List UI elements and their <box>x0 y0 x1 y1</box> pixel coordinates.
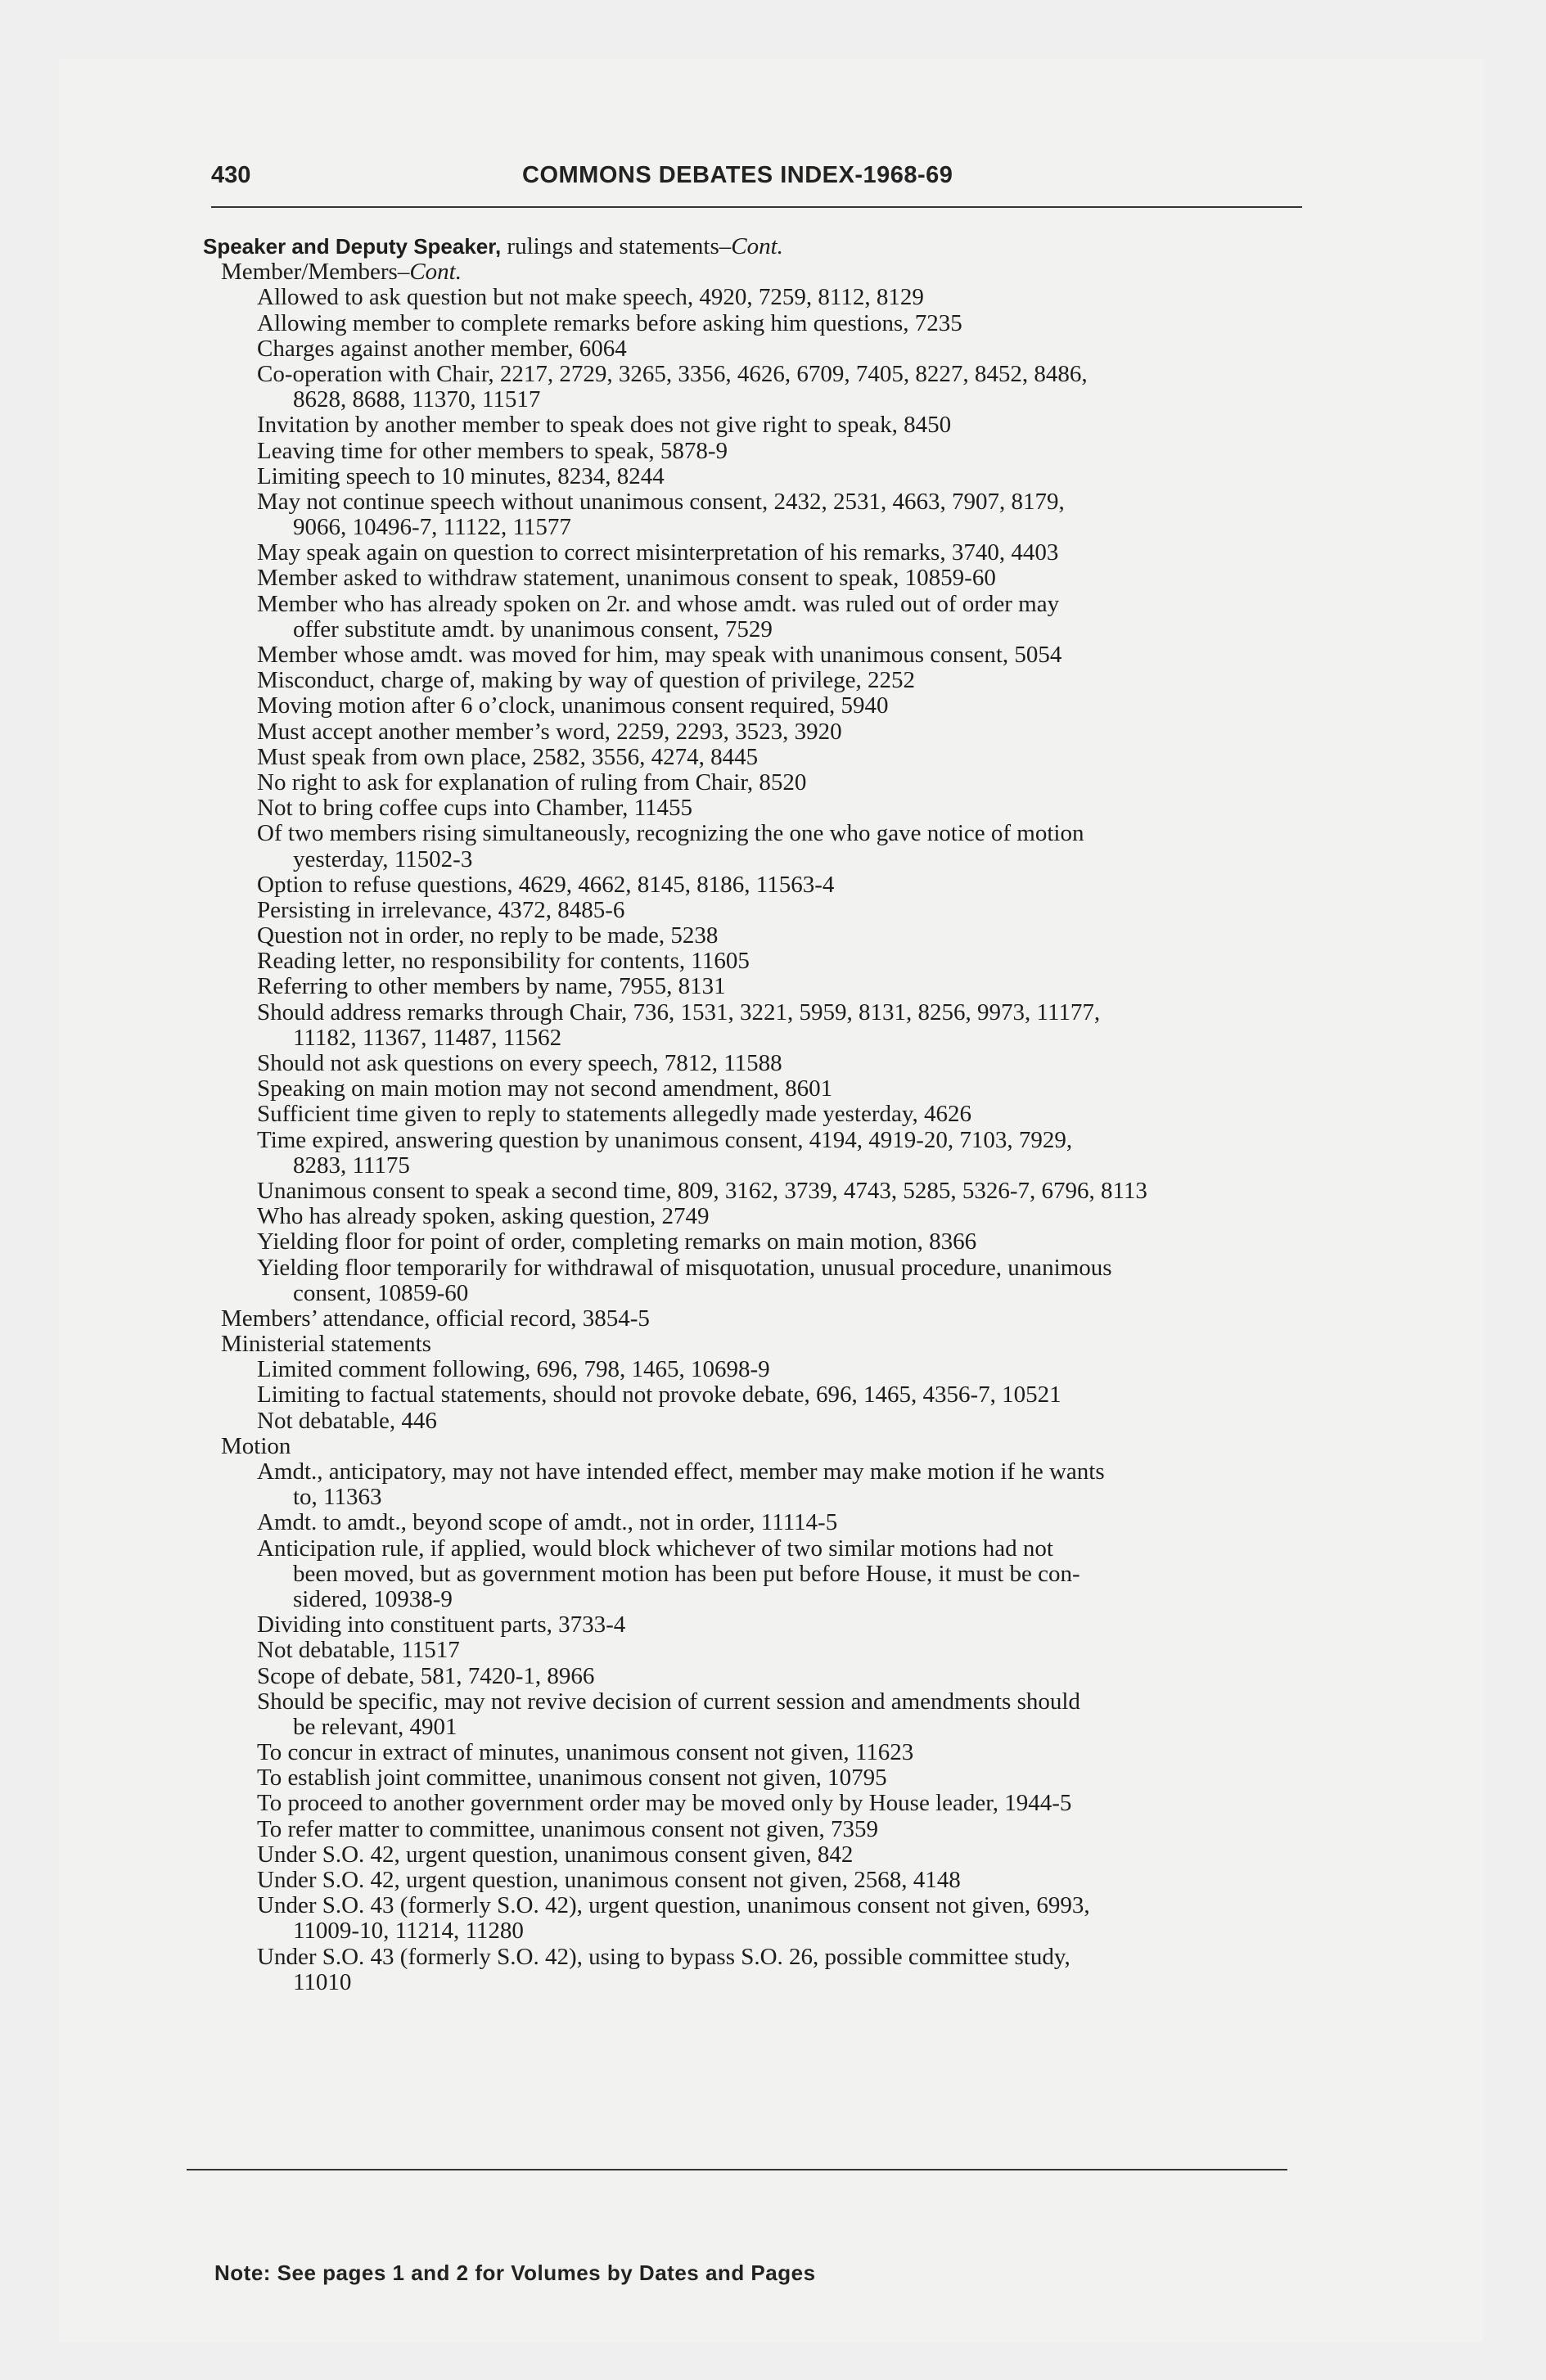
index-entry: Ministerial statements <box>221 1331 431 1358</box>
section-heading-cont: Cont. <box>731 233 783 259</box>
index-entry: To establish joint committee, unanimous consent not given, 10795 <box>257 1765 887 1792</box>
section-heading <box>203 234 1316 259</box>
index-entry: Members’ attendance, official record, 3854-5 <box>221 1305 650 1332</box>
index-entry: Under S.O. 42, urgent question, unanimous consent not given, 2568, 4148 <box>257 1867 961 1893</box>
footer-rule <box>187 2169 1287 2170</box>
index-entry: Under S.O. 42, urgent question, unanimous consent given, 842 <box>257 1841 854 1868</box>
index-body <box>203 234 1316 1995</box>
index-entry: Under S.O. 43 (formerly S.O. 42), using to bypass S.O. 26, possible committee study, <box>257 1943 1070 1970</box>
index-entry: May speak again on question to correct misinterpretation of his remarks, 3740, 4403 <box>257 539 1059 566</box>
index-entry: To refer matter to committee, unanimous consent not given, 7359 <box>257 1815 879 1842</box>
index-entry: Limiting to factual statements, should not provoke debate, 696, 1465, 4356-7, 10521 <box>257 1382 1061 1409</box>
index-entry: Question not in order, no reply to be made, 5238 <box>257 922 719 949</box>
index-entry: Limited comment following, 696, 798, 1465, 10698-9 <box>257 1356 770 1383</box>
index-entry: Reading letter, no responsibility for contents, 11605 <box>257 948 750 975</box>
index-entry-continuation: offer substitute amdt. by unanimous consent, 7529 <box>293 615 773 642</box>
sub-heading <box>203 259 1316 285</box>
index-entry: Who has already spoken, asking question, 2749 <box>257 1203 710 1230</box>
index-entry: Moving motion after 6 o’clock, unanimous consent required, 5940 <box>257 692 889 719</box>
index-entry: Limiting speech to 10 minutes, 8234, 8244 <box>257 462 665 489</box>
header-rule <box>211 206 1302 208</box>
index-entry: Under S.O. 43 (formerly S.O. 42), urgent question, unanimous consent not given, 6993, <box>257 1892 1090 1919</box>
index-entry: Persisting in irrelevance, 4372, 8485-6 <box>257 896 625 923</box>
index-entry: Scope of debate, 581, 7420-1, 8966 <box>257 1662 595 1689</box>
footer-note: Note: See pages 1 and 2 for Volumes by Dates and Pages <box>214 2261 816 2285</box>
index-entry: Charges against another member, 6064 <box>257 335 627 362</box>
page-title: COMMONS DEBATES INDEX-1968-69 <box>522 162 953 188</box>
index-entry-continuation: 11009-10, 11214, 11280 <box>293 1918 524 1945</box>
index-entry-continuation: 11182, 11367, 11487, 11562 <box>293 1024 562 1051</box>
index-entry: Referring to other members by name, 7955, 8131 <box>257 973 726 1000</box>
index-entry: Motion <box>221 1432 291 1459</box>
index-entry: Misconduct, charge of, making by way of question of privilege, 2252 <box>257 667 916 694</box>
index-entry: Speaking on main motion may not second amendment, 8601 <box>257 1075 833 1102</box>
sub-heading-text: Member/Members– <box>221 259 410 286</box>
sub-heading-cont: Cont. <box>409 259 462 286</box>
index-entry: Not debatable, 11517 <box>257 1637 460 1664</box>
index-entry: Sufficient time given to reply to statements allegedly made yesterday, 4626 <box>257 1101 971 1128</box>
index-entry: Must accept another member’s word, 2259, 2293, 3523, 3920 <box>257 718 842 745</box>
index-entry-continuation: been moved, but as government motion has been put before House, it must be con- <box>293 1560 1080 1587</box>
index-entry: Of two members rising simultaneously, recognizing the one who gave notice of motion <box>257 820 1084 847</box>
page-number: 430 <box>211 162 251 188</box>
index-entry: Allowed to ask question but not make speech, 4920, 7259, 8112, 8129 <box>257 284 924 311</box>
index-entry-continuation: 8628, 8688, 11370, 11517 <box>293 386 541 413</box>
index-entry: Amdt., anticipatory, may not have intended effect, member may make motion if he wants <box>257 1458 1105 1485</box>
section-heading-bold: Speaker and Deputy Speaker, <box>203 234 502 259</box>
index-entry: To concur in extract of minutes, unanimous consent not given, 11623 <box>257 1739 914 1766</box>
index-entry: Should be specific, may not revive decision of current session and amendments should <box>257 1688 1080 1715</box>
index-entry: Allowing member to complete remarks before asking him questions, 7235 <box>257 309 962 336</box>
index-entry: Time expired, answering question by unanimous consent, 4194, 4919-20, 7103, 7929, <box>257 1126 1073 1153</box>
section-heading-rest: rulings and statements– <box>501 233 732 259</box>
page-header <box>211 156 1302 205</box>
index-entry: May not continue speech without unanimous consent, 2432, 2531, 4663, 7907, 8179, <box>257 488 1065 515</box>
index-entry: Member asked to withdraw statement, unanimous consent to speak, 10859-60 <box>257 565 996 592</box>
index-entry-continuation: 8283, 11175 <box>293 1152 410 1179</box>
index-entry: Should address remarks through Chair, 736, 1531, 3221, 5959, 8131, 8256, 9973, 11177, <box>257 998 1101 1025</box>
index-entry-continuation: 11010 <box>293 1968 352 1995</box>
index-entry: To proceed to another government order may be moved only by House leader, 1944-5 <box>257 1790 1072 1817</box>
index-entry: Must speak from own place, 2582, 3556, 4274, 8445 <box>257 743 759 770</box>
index-entry: Member whose amdt. was moved for him, may speak with unanimous consent, 5054 <box>257 642 1062 668</box>
index-entry: Co-operation with Chair, 2217, 2729, 3265, 3356, 4626, 6709, 7405, 8227, 8452, 8486, <box>257 360 1088 387</box>
index-entry-continuation: be relevant, 4901 <box>293 1713 457 1740</box>
index-entry: Invitation by another member to speak does not give right to speak, 8450 <box>257 412 952 439</box>
index-entry: Yielding floor temporarily for withdrawal of misquotation, unusual procedure, unanimous <box>257 1254 1112 1281</box>
index-entry: Not to bring coffee cups into Chamber, 11455 <box>257 795 693 822</box>
index-entry: Unanimous consent to speak a second time, 809, 3162, 3739, 4743, 5285, 5326-7, 6796, 8113 <box>257 1177 1147 1204</box>
index-entry: Anticipation rule, if applied, would block whichever of two similar motions had not <box>257 1535 1053 1562</box>
index-entry: Member who has already spoken on 2r. and whose amdt. was ruled out of order may <box>257 590 1060 617</box>
index-entry: Amdt. to amdt., beyond scope of amdt., not in order, 11114-5 <box>257 1509 838 1536</box>
index-entry: No right to ask for explanation of ruling from Chair, 8520 <box>257 769 807 796</box>
index-entry-continuation: yesterday, 11502-3 <box>293 845 473 872</box>
index-entry-continuation: 9066, 10496-7, 11122, 11577 <box>293 514 571 541</box>
index-entry: Yielding floor for point of order, completing remarks on main motion, 8366 <box>257 1228 977 1255</box>
index-entry-continuation: to, 11363 <box>293 1484 382 1511</box>
index-entry: Option to refuse questions, 4629, 4662, 8145, 8186, 11563-4 <box>257 871 835 898</box>
index-entry-continuation: consent, 10859-60 <box>293 1279 469 1306</box>
index-entry: Not debatable, 446 <box>257 1407 437 1434</box>
index-entry: Dividing into constituent parts, 3733-4 <box>257 1611 626 1639</box>
index-entry-continuation: sidered, 10938-9 <box>293 1585 453 1612</box>
index-entry: Leaving time for other members to speak, 5878-9 <box>257 437 728 464</box>
index-entries <box>203 285 1316 1995</box>
index-entry: Should not ask questions on every speech, 7812, 11588 <box>257 1050 782 1076</box>
